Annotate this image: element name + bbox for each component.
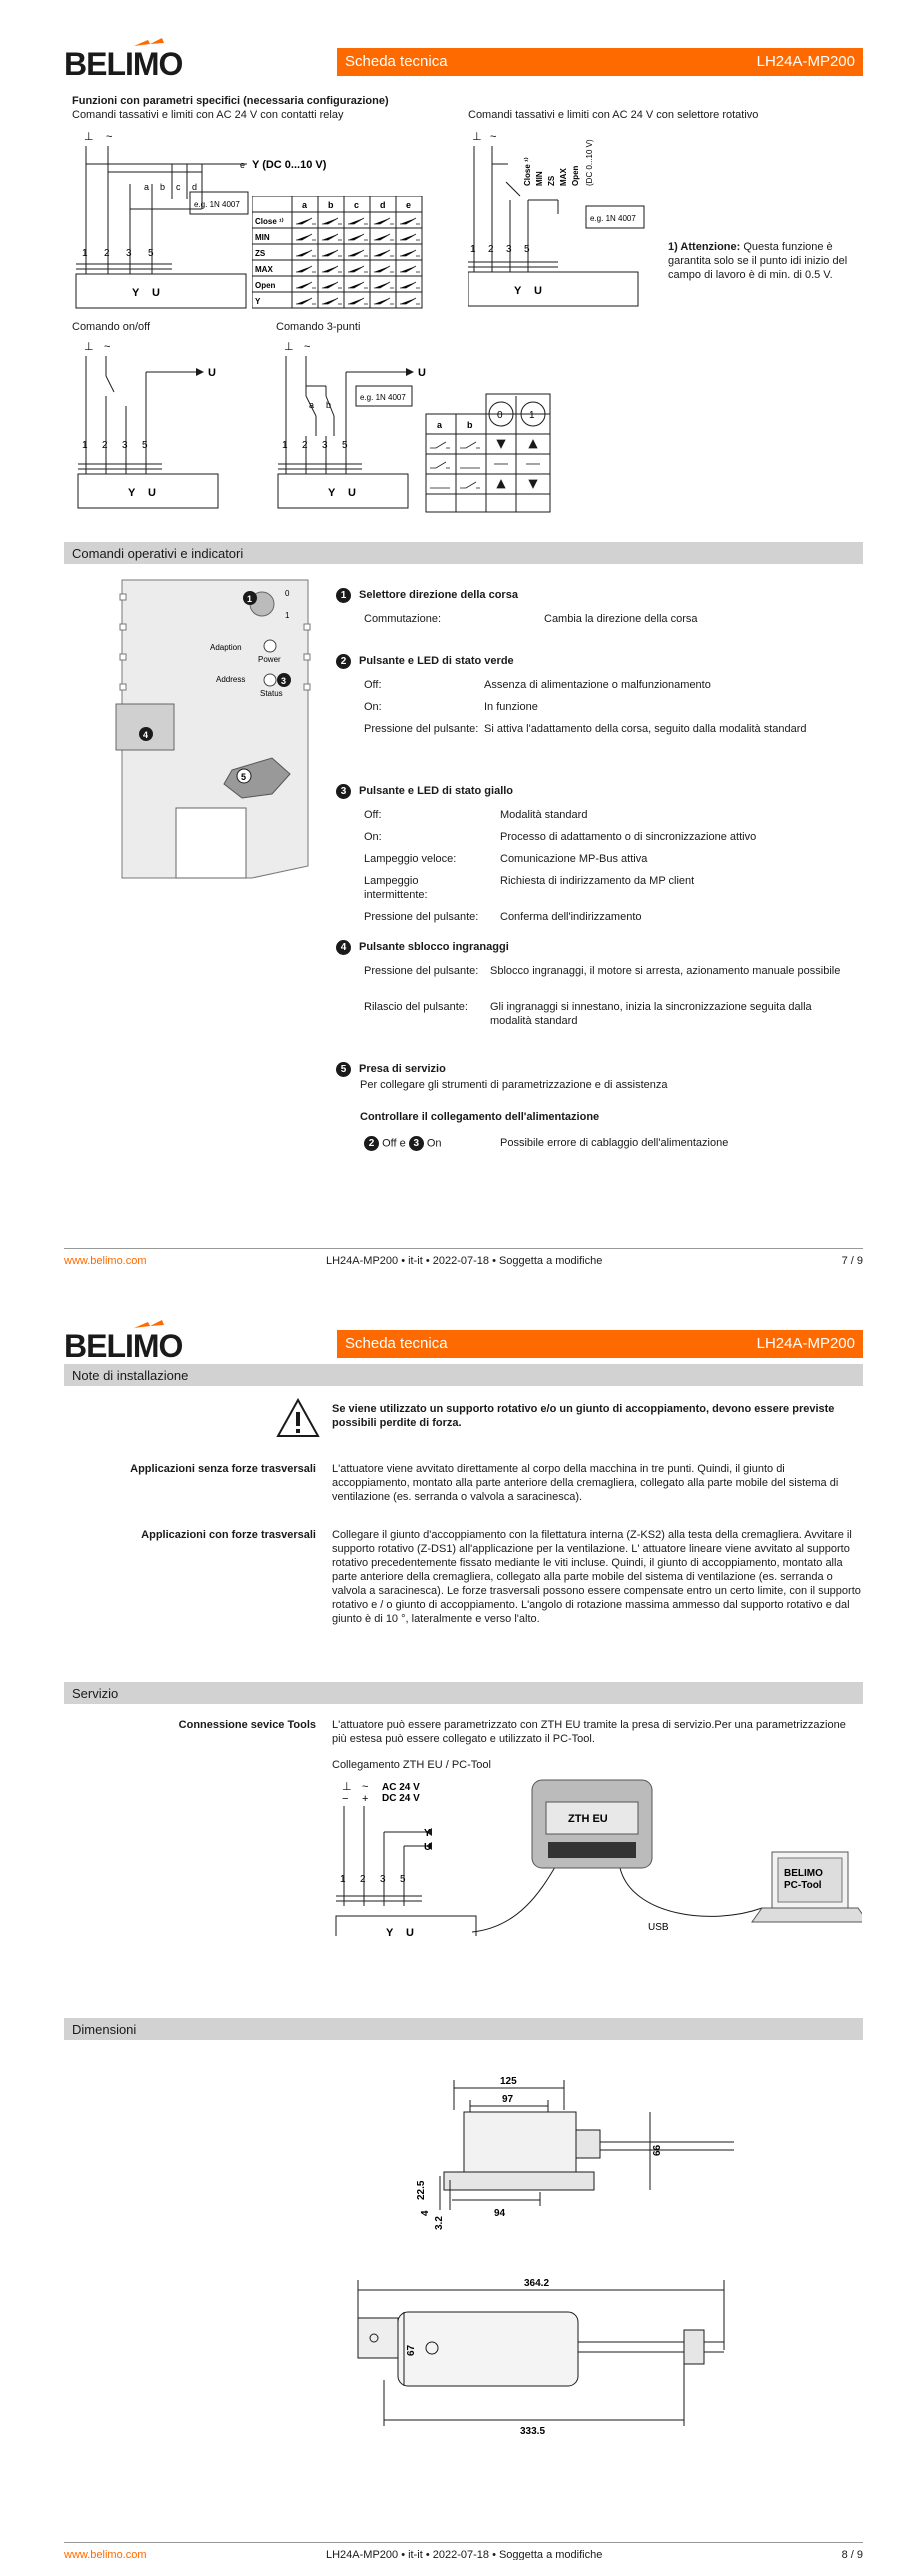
tools-text: L'attuatore può essere parametrizzato con ZTH EU tramite la presa di servizio.Per una parametrizzazione più estesa può essere collegato e utilizzato il PC-Tool. — [332, 1719, 846, 1745]
check-marker-3: 3 — [409, 1136, 424, 1151]
header-bar — [337, 1330, 863, 1358]
item-number: 1 — [336, 588, 351, 603]
table-row-open: Open — [255, 281, 276, 290]
service-section-bar — [64, 1682, 863, 1704]
item-row-key: On: — [364, 831, 382, 843]
direction-0: 0 — [285, 589, 290, 598]
rot-close: Close ¹⁾ — [523, 157, 532, 186]
terminal-2: 2 — [104, 248, 110, 259]
dimensions-title: Dimensioni — [72, 2022, 137, 2037]
item-title — [336, 784, 513, 799]
dim-333-5: 333.5 — [520, 2426, 546, 2437]
terminal-y: Y — [128, 487, 136, 499]
item-row-value: Cambia la direzione della corsa — [544, 613, 698, 625]
contact-b: b — [326, 400, 332, 410]
u-output: U — [418, 367, 426, 379]
footer — [64, 1248, 863, 1269]
table-col-a: a — [302, 200, 308, 210]
ac-symbol: ~ — [106, 131, 113, 143]
check-title: Controllare il collegamento dell'alimentazione — [360, 1111, 600, 1123]
item-row-key: Lampeggio intermittente: — [364, 875, 428, 901]
item-row-key: On: — [364, 701, 382, 713]
diode-label: e.g. 1N 4007 — [590, 214, 636, 223]
service-title: Servizio — [72, 1686, 119, 1701]
gnd-symbol: ⊥ — [472, 131, 482, 143]
item-row-key: Pressione del pulsante: — [364, 911, 479, 923]
item-title-text: Pulsante e LED di stato verde — [359, 655, 514, 668]
ac-symbol: ~ — [490, 131, 497, 143]
table-col-a: a — [437, 420, 443, 430]
transverse-text: Collegare il giunto d'accoppiamento con la filettatura interna (Z-KS2) alla testa della cremagliera. Avvitare il supporto rotativo (Z-DS1) all'applicazione per la ventilazione. L' attuatore lineare viene avvitato al supporto rotativo precedentemente fissato mediante le viti incluse. Quindi, il giunto di accoppiamento, montato alla parte anteriore della cremagliera, collegato alla parte mobile del sistema di ventilazione (es. serranda o valvola a saracinesca). Le forze trasversali possono essere compensate entro un certo limite, con il supporto rotativo e / o giunto di accoppiamento. L'angolo di rotazione massima ammesso dal supporto rotativo e dal giunto è di 10 °, lateralmente e verso l'alto. — [332, 1529, 861, 1625]
dim-66: 66 — [652, 2144, 663, 2156]
terminal-u: U — [348, 487, 356, 499]
dc-label: DC 24 V — [382, 1793, 420, 1804]
table-row-zs: ZS — [255, 249, 266, 258]
relay-contact-table — [252, 196, 424, 316]
terminal-3: 3 — [122, 440, 128, 451]
pc-label-1: BELIMO — [784, 1868, 823, 1879]
item-row-value: Comunicazione MP-Bus attiva — [500, 853, 648, 865]
direction-1: 1 — [285, 611, 290, 620]
no-transverse-text: L'attuatore viene avvitato direttamente al corpo della macchina in tre punti. Quindi, il giunto di accoppiamento, montato alla parte anteriore della cremagliera, collegato alla parte mobile del sistema di ventilazione (es. serranda o valvola a saracinesca). — [332, 1463, 839, 1503]
table-col-c: c — [354, 200, 360, 210]
gnd-symbol: ⊥ — [84, 341, 94, 353]
belimo-logo — [64, 1320, 184, 1364]
item-row-value: Gli ingranaggi si innestano, inizia la sincronizzazione seguita dalla modalità standard — [490, 1001, 812, 1027]
contact-b: b — [160, 182, 166, 192]
rotation-1: 1 — [529, 410, 535, 421]
item-number: 3 — [336, 784, 351, 799]
actuator-illustration — [112, 574, 322, 884]
terminal-1: 1 — [470, 244, 476, 255]
transverse-label: Applicazioni con forze trasversali — [141, 1529, 316, 1541]
adaption-label: Adaption — [210, 643, 242, 652]
rot-max: MAX — [559, 168, 568, 186]
footer-doc: LH24A-MP200 • it-it • 2022-07-18 • Soggetta a modifiche — [326, 1255, 603, 1267]
item-title-text: Presa di servizio — [359, 1063, 446, 1076]
dimension-drawing — [344, 2050, 764, 2450]
diode-label: e.g. 1N 4007 — [194, 200, 240, 209]
three-point-diagram — [276, 336, 566, 516]
warning-icon — [276, 1398, 320, 1438]
item-title — [336, 588, 518, 603]
footer-page: 8 / 9 — [841, 2549, 863, 2560]
terminal-1: 1 — [82, 248, 88, 259]
operating-title: Comandi operativi e indicatori — [72, 546, 244, 561]
diode-label: e.g. 1N 4007 — [360, 393, 406, 402]
item-row-key: Off: — [364, 809, 382, 821]
zth-label: ZTH EU — [568, 1813, 608, 1825]
item-title — [336, 654, 514, 669]
terminal-y: Y — [328, 487, 336, 499]
terminal-1: 1 — [340, 1874, 346, 1885]
rot-dc: (DC 0...10 V) — [585, 139, 594, 186]
power-label: Power — [258, 655, 281, 664]
terminal-u: U — [148, 487, 156, 499]
three-point-title: Comando 3-punti — [276, 321, 361, 333]
footer-url[interactable]: www.belimo.com — [64, 1255, 147, 1267]
brand-name: BELIMO — [64, 1328, 183, 1364]
table-col-b: b — [467, 420, 473, 430]
item-row-value: Per collegare gli strumenti di parametrizzazione e di assistenza — [360, 1079, 668, 1091]
warning-text: Se viene utilizzato un supporto rotativo e/o un giunto di accoppiamento, devono essere previste possibili perdite di forza. — [332, 1403, 835, 1429]
dim-125: 125 — [500, 2076, 517, 2087]
dim-94: 94 — [494, 2208, 506, 2219]
dimensions-section-bar — [64, 2018, 863, 2040]
terminal-u: U — [406, 1927, 414, 1936]
dim-22-5: 22.5 — [416, 2180, 427, 2200]
item-row-value: Conferma dell'indirizzamento — [500, 911, 642, 923]
item-row-value: Richiesta di indirizzamento da MP client — [500, 875, 695, 887]
table-col-b: b — [328, 200, 334, 210]
item-title-text: Pulsante e LED di stato giallo — [359, 785, 514, 798]
item-row-key: Pressione del pulsante: — [364, 965, 479, 977]
footer-doc: LH24A-MP200 • it-it • 2022-07-18 • Soggetta a modifiche — [326, 2549, 603, 2560]
pc-label-2: PC-Tool — [784, 1880, 822, 1891]
signal-label: Y (DC 0...10 V) — [252, 159, 327, 171]
relay-title: Comandi tassativi e limiti con AC 24 V con contatti relay — [72, 109, 344, 121]
page-8 — [0, 1280, 906, 2560]
table-col-d: d — [380, 200, 386, 210]
terminal-u: U — [534, 285, 542, 297]
dim-67: 67 — [406, 2344, 417, 2356]
terminal-2: 2 — [488, 244, 494, 255]
three-point-table-symbols — [430, 440, 540, 488]
terminal-1: 1 — [282, 440, 288, 451]
model-number: LH24A-MP200 — [756, 53, 855, 70]
belimo-logo — [64, 38, 184, 82]
install-title: Note di installazione — [72, 1368, 189, 1383]
table-row-y: Y — [255, 297, 261, 306]
terminal-2: 2 — [102, 440, 108, 451]
tools-sub: Collegamento ZTH EU / PC-Tool — [332, 1759, 491, 1771]
check-row — [364, 1136, 442, 1151]
doc-type: Scheda tecnica — [345, 1335, 448, 1352]
check-desc: Possibile errore di cablaggio dell'alimentazione — [500, 1137, 729, 1149]
ac-symbol: ~ — [304, 341, 311, 353]
item-title-text: Pulsante sblocco ingranaggi — [359, 941, 509, 954]
header-bar — [337, 48, 863, 76]
item-row-value: Assenza di alimentazione o malfunzionamento — [484, 679, 711, 691]
model-number: LH24A-MP200 — [756, 1335, 855, 1352]
doc-type: Scheda tecnica — [345, 53, 448, 70]
table-row-max: MAX — [255, 265, 273, 274]
marker-3: 3 — [281, 676, 287, 686]
footer-page: 7 / 9 — [841, 1255, 863, 1267]
gnd-symbol: ⊥ — [84, 131, 94, 143]
footer — [64, 2542, 863, 2560]
install-section-bar — [64, 1364, 863, 1386]
zth-connection-diagram — [332, 1776, 862, 1936]
contact-a: a — [144, 182, 150, 192]
ac-symbol: ~ — [104, 341, 111, 353]
marker-5: 5 — [241, 772, 247, 782]
rotation-0: 0 — [497, 410, 503, 421]
item-row-value: Sblocco ingranaggi, il motore si arresta, azionamento manuale possibile — [490, 965, 841, 977]
item-title — [336, 940, 509, 955]
address-label: Address — [216, 675, 246, 684]
terminal-5: 5 — [342, 440, 348, 451]
rot-open: Open — [571, 165, 580, 186]
terminal-5: 5 — [148, 248, 154, 259]
item-row-key: Off: — [364, 679, 382, 691]
item-row-value: Processo di adattamento o di sincronizzazione attivo — [500, 831, 757, 843]
usb-label: USB — [648, 1922, 669, 1933]
contact-a: a — [309, 400, 315, 410]
tools-label: Connessione sevice Tools — [178, 1719, 316, 1731]
dim-97: 97 — [502, 2094, 514, 2105]
table-row-close: Close ¹⁾ — [255, 217, 284, 226]
contact-c: c — [176, 182, 181, 192]
item-title-text: Selettore direzione della corsa — [359, 589, 518, 602]
selector-title: Comandi tassativi e limiti con AC 24 V con selettore rotativo — [468, 109, 759, 121]
item-number: 2 — [336, 654, 351, 669]
u-output: U — [208, 367, 216, 379]
terminal-5: 5 — [400, 1874, 406, 1885]
item-row-key: Lampeggio veloce: — [364, 853, 457, 865]
footer-url[interactable]: www.belimo.com — [64, 2549, 147, 2560]
onoff-diagram — [72, 336, 222, 516]
dim-4: 4 — [420, 2210, 431, 2216]
dim-364-2: 364.2 — [524, 2278, 550, 2289]
table-col-e: e — [406, 200, 412, 210]
terminal-5: 5 — [524, 244, 530, 255]
onoff-title: Comando on/off — [72, 321, 151, 333]
marker-4: 4 — [143, 730, 149, 740]
item-number: 4 — [336, 940, 351, 955]
terminal-u: U — [152, 287, 160, 299]
terminal-3: 3 — [322, 440, 328, 451]
terminal-y: Y — [132, 287, 140, 299]
gnd-symbol: ⊥ — [284, 341, 294, 353]
terminal-5: 5 — [142, 440, 148, 451]
brand-name: BELIMO — [64, 46, 183, 82]
rotary-selector-diagram — [468, 124, 668, 314]
terminal-y: Y — [386, 1927, 394, 1936]
status-label: Status — [260, 689, 283, 698]
u-signal: U — [424, 1842, 432, 1853]
terminal-2: 2 — [360, 1874, 366, 1885]
note-label: 1) Attenzione: — [668, 241, 741, 253]
contact-d: d — [192, 182, 198, 192]
check-on: On — [426, 1137, 442, 1150]
plus-symbol: + — [362, 1793, 369, 1805]
terminal-1: 1 — [82, 440, 88, 451]
terminal-3: 3 — [126, 248, 132, 259]
item-row-value: Si attiva l'adattamento della corsa, seguito dalla modalità standard — [484, 723, 807, 735]
contact-e: e — [240, 160, 246, 170]
check-off: Off e — [382, 1137, 406, 1150]
item-row-key: Pressione del pulsante: — [364, 723, 479, 735]
item-title — [336, 1062, 446, 1077]
terminal-3: 3 — [380, 1874, 386, 1885]
ac-label: AC 24 V — [382, 1782, 420, 1793]
item-row-key: Commutazione: — [364, 613, 442, 625]
switch-symbols — [296, 218, 420, 304]
terminal-2: 2 — [302, 440, 308, 451]
marker-1: 1 — [247, 594, 253, 604]
operating-section-bar — [64, 542, 863, 564]
item-row-key: Rilascio del pulsante: — [364, 1001, 468, 1013]
item-row-value: Modalità standard — [500, 809, 588, 821]
note-block — [668, 240, 858, 282]
note-text: Questa funzione è garantita solo se il punto idi inizio del campo di lavoro è di min. di 0.5 V. — [668, 241, 848, 281]
rot-min: MIN — [535, 171, 544, 186]
rot-zs: ZS — [547, 175, 556, 186]
dim-3-2: 3.2 — [434, 2216, 445, 2230]
ac-symbol: ~ — [362, 1781, 369, 1793]
item-number: 5 — [336, 1062, 351, 1077]
item-row-value: In funzione — [484, 701, 538, 713]
terminal-3: 3 — [506, 244, 512, 255]
minus-symbol: − — [342, 1793, 349, 1805]
no-transverse-label: Applicazioni senza forze trasversali — [130, 1463, 316, 1475]
table-row-min: MIN — [255, 233, 270, 242]
check-marker-2: 2 — [364, 1136, 379, 1151]
terminal-y: Y — [514, 285, 522, 297]
y-signal: Y — [424, 1828, 431, 1839]
gnd-symbol: ⊥ — [342, 1781, 352, 1793]
functions-title: Funzioni con parametri specifici (necessaria configurazione) — [72, 95, 389, 107]
